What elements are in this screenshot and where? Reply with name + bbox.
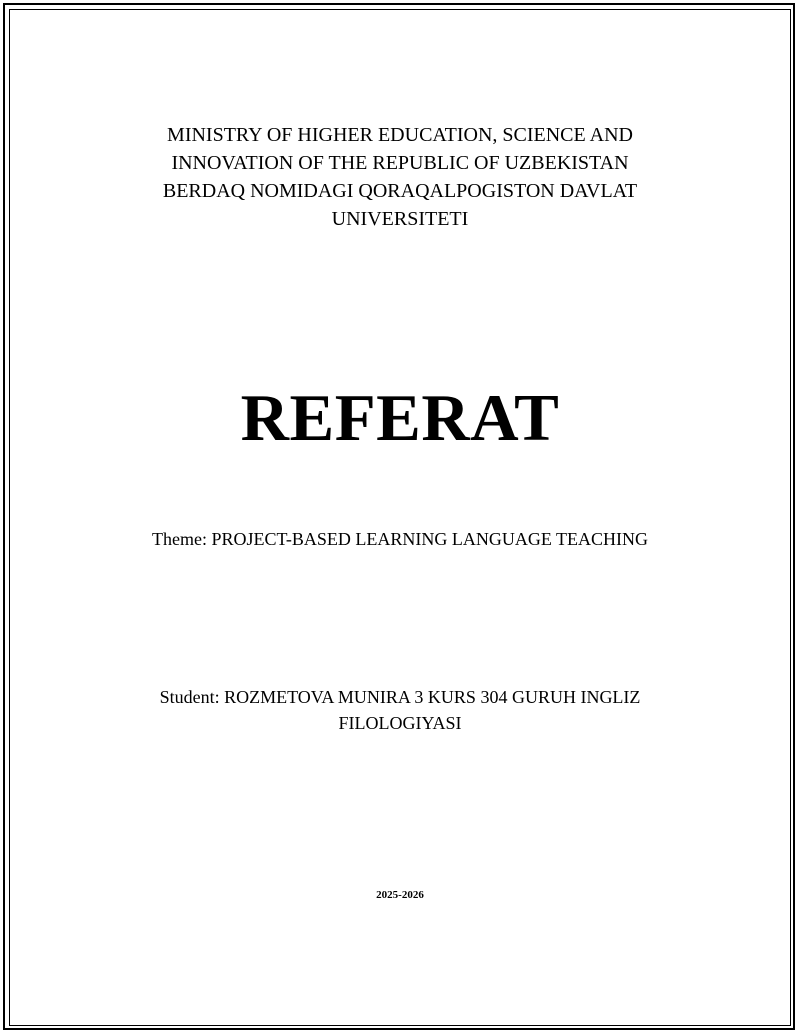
institution-header xyxy=(0,121,800,233)
student-line: Student: ROZMETOVA MUNIRA 3 KURS 304 GURUH INGLIZ xyxy=(159,687,641,707)
theme-line: Theme: PROJECT-BASED LEARNING LANGUAGE TEACHING xyxy=(152,529,648,549)
student-line: FILOLOGIYASI xyxy=(338,713,462,733)
document-title: REFERAT xyxy=(240,381,560,455)
institution-line: INNOVATION OF THE REPUBLIC OF UZBEKISTAN xyxy=(171,152,629,174)
student-info xyxy=(0,684,800,736)
institution-line: MINISTRY OF HIGHER EDUCATION, SCIENCE AND xyxy=(167,124,633,146)
academic-year: 2025-2026 xyxy=(376,889,424,901)
university-line: UNIVERSITETI xyxy=(331,208,469,230)
university-line: BERDAQ NOMIDAGI QORAQALPOGISTON DAVLAT xyxy=(162,180,638,202)
